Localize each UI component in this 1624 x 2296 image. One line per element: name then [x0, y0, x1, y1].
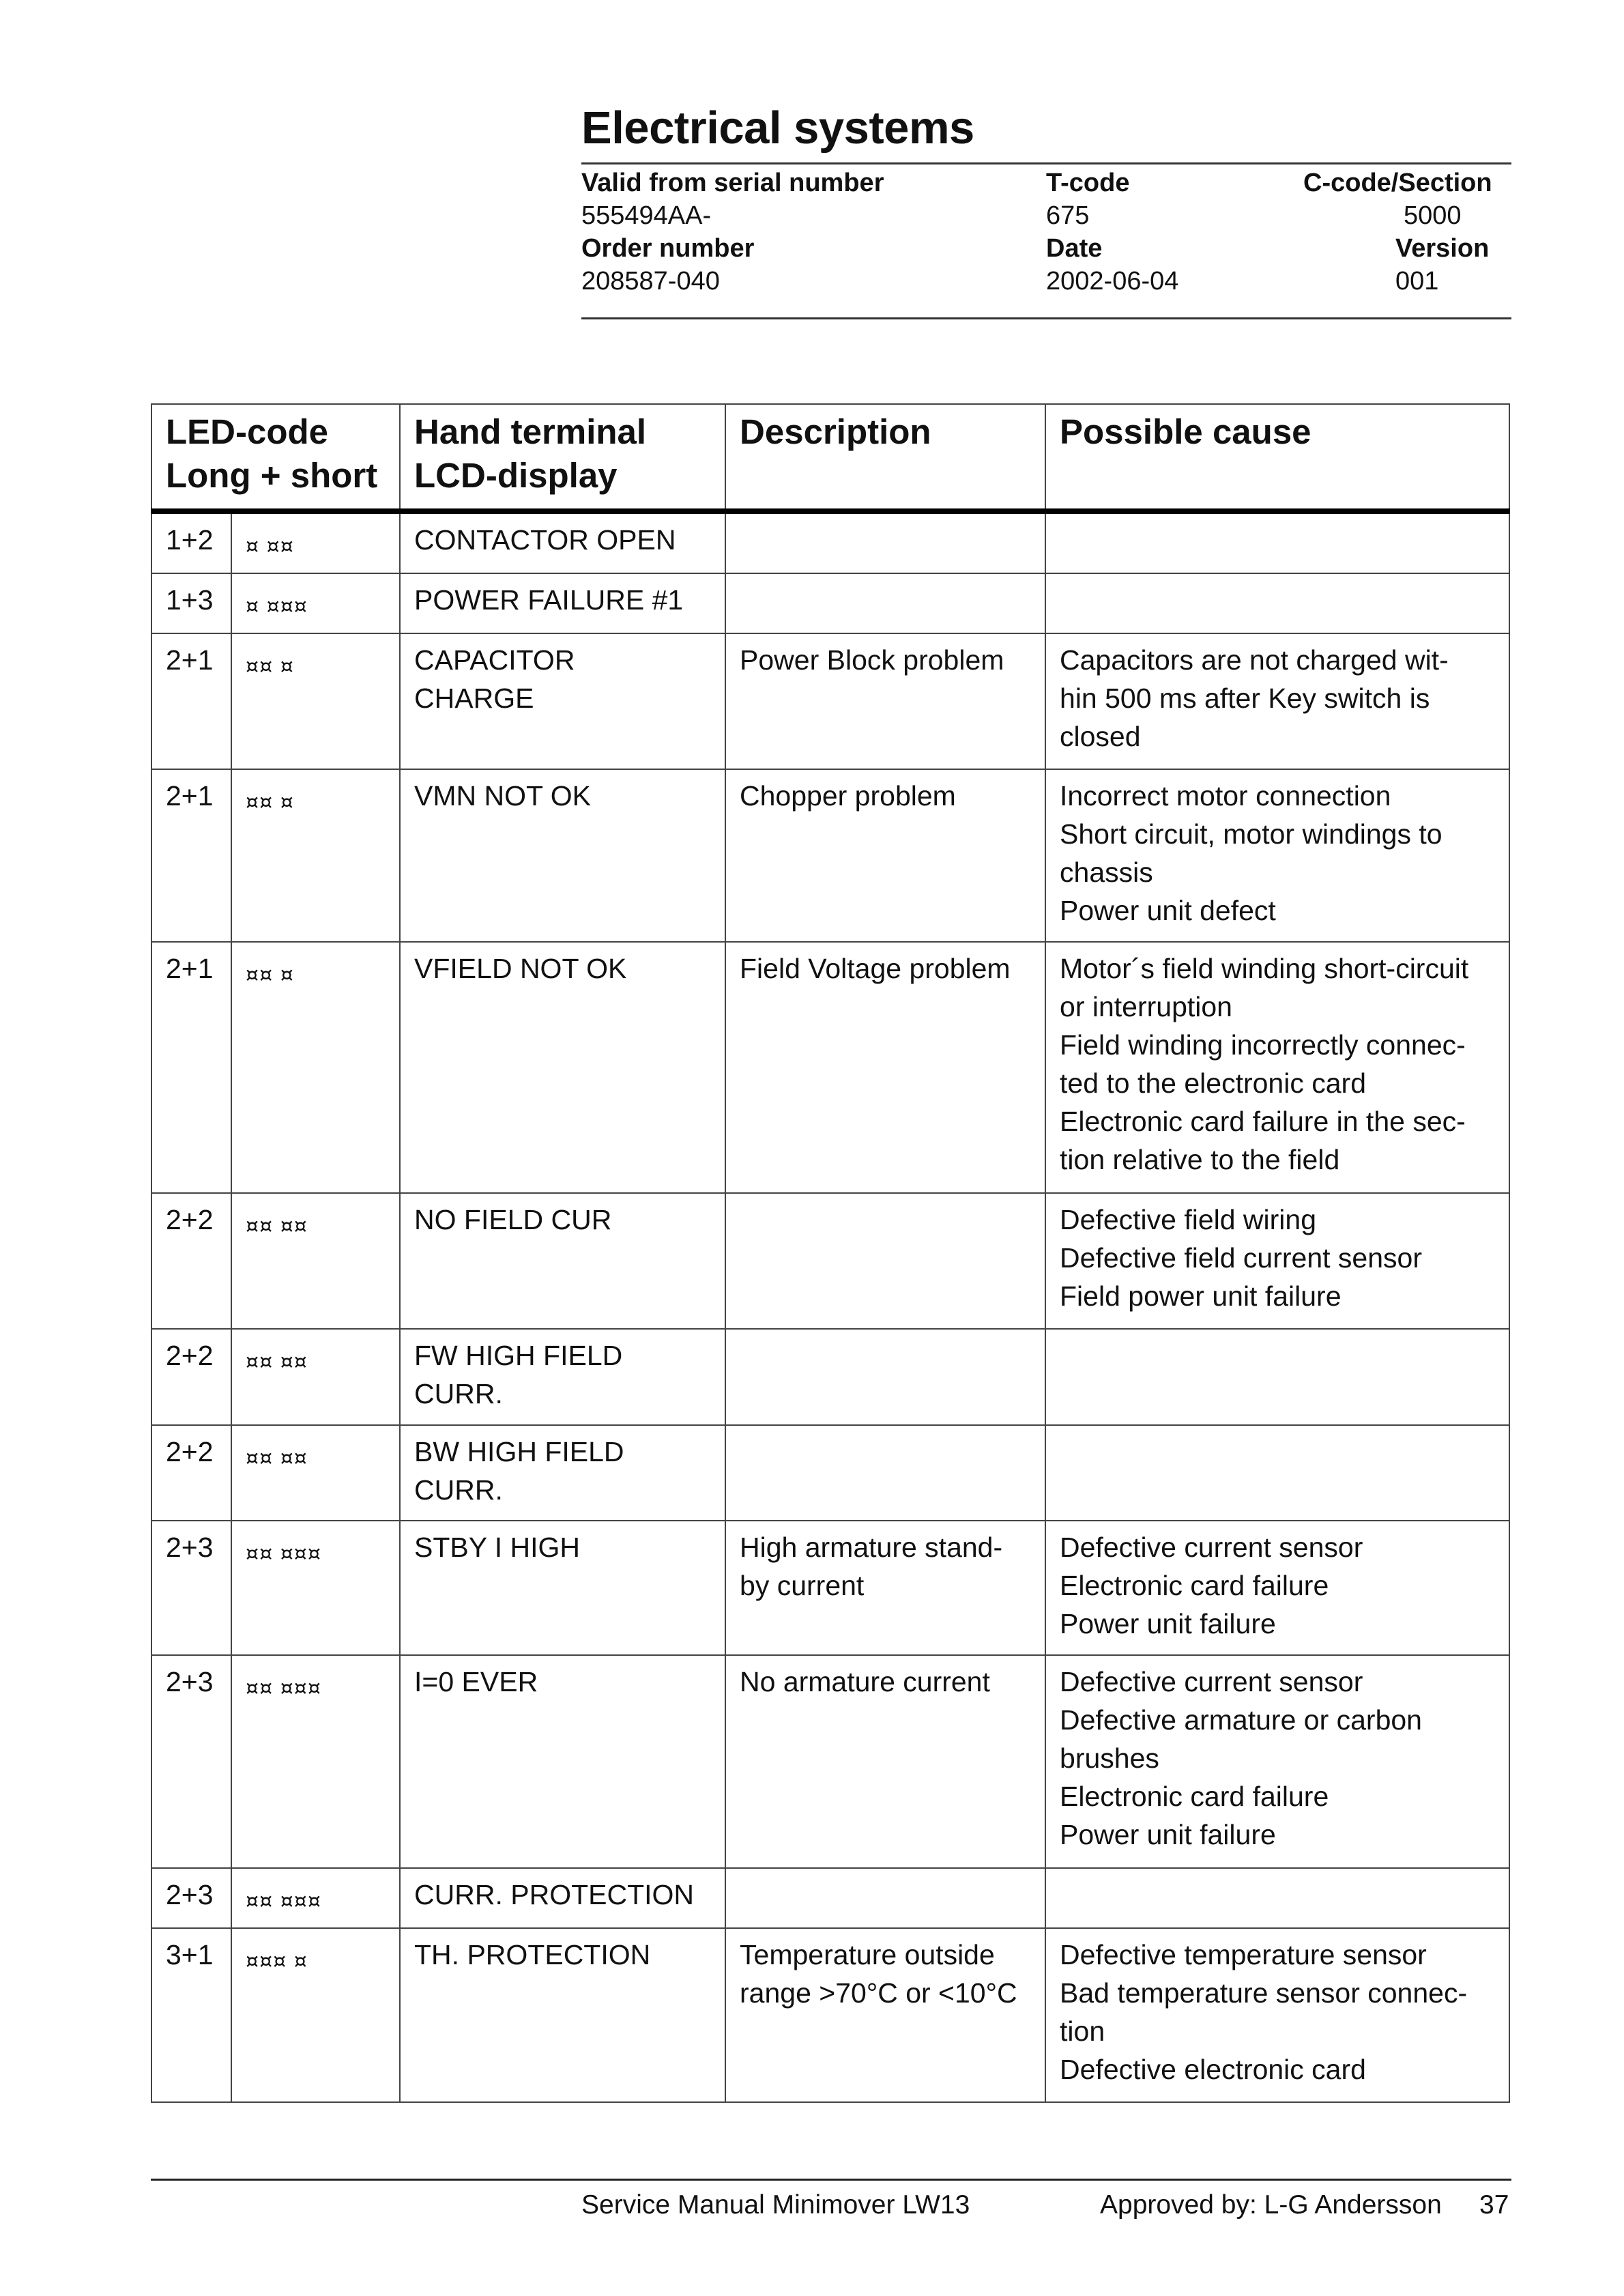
- lcd-display-cell-line: NO FIELD CUR: [414, 1204, 612, 1235]
- header-rule-bottom: [581, 317, 1511, 319]
- led-code-cell: 2+3: [151, 1655, 231, 1868]
- description-cell: [725, 1521, 1045, 1655]
- possible-cause-cell-line: Field power unit failure: [1060, 1280, 1342, 1312]
- lcd-header-line1: Hand terminal: [414, 412, 647, 451]
- led-blink-pattern-icon: ¤¤ ¤: [231, 633, 400, 769]
- description-cell: [725, 942, 1045, 1193]
- possible-cause-cell: [1045, 511, 1509, 573]
- led-blink-pattern-icon: ¤¤ ¤¤: [231, 1425, 400, 1521]
- ccode-label: C-code/Section: [1303, 169, 1492, 197]
- led-code-cell: 2+3: [151, 1868, 231, 1928]
- lcd-display-cell: [400, 1655, 725, 1868]
- lcd-display-cell: [400, 1868, 725, 1928]
- fault-table: [151, 403, 1510, 2103]
- description-cell: [725, 1928, 1045, 2102]
- led-blink-pattern-icon: ¤¤ ¤¤¤: [231, 1521, 400, 1655]
- led-blink-pattern-icon: ¤¤ ¤: [231, 769, 400, 942]
- possible-cause-cell-line: Defective armature or carbon: [1060, 1704, 1422, 1736]
- description-cell-line: Power Block problem: [740, 644, 1004, 676]
- possible-cause-cell-line: closed: [1060, 721, 1141, 752]
- lcd-display-cell-line: VMN NOT OK: [414, 780, 591, 812]
- lcd-display-cell: [400, 511, 725, 573]
- page-title: Electrical systems: [581, 102, 974, 154]
- led-code-header-line2: Long + short: [166, 456, 378, 495]
- ccode-value: 5000: [1404, 201, 1462, 230]
- lcd-display-cell: [400, 1928, 725, 2102]
- possible-cause-cell-line: tion: [1060, 2015, 1105, 2047]
- possible-cause-cell-line: Electronic card failure: [1060, 1781, 1329, 1812]
- description-cell: [725, 1425, 1045, 1521]
- possible-cause-cell: [1045, 1425, 1509, 1521]
- lcd-display-cell-line: FW HIGH FIELD: [414, 1340, 623, 1371]
- description-cell-line: No armature current: [740, 1666, 990, 1697]
- description-cell-line: Field Voltage problem: [740, 953, 1011, 984]
- tcode-label: T-code: [1046, 169, 1130, 197]
- possible-cause-cell-line: Defective current sensor: [1060, 1532, 1363, 1563]
- table-row: [151, 1928, 1509, 2102]
- led-code-header-line1: LED-code: [166, 412, 329, 451]
- possible-cause-cell-line: Capacitors are not charged wit-: [1060, 644, 1449, 676]
- possible-cause-cell-line: Defective current sensor: [1060, 1666, 1363, 1697]
- possible-cause-cell-line: or interruption: [1060, 991, 1232, 1022]
- table-header-row: [151, 404, 1509, 511]
- table-row: [151, 1329, 1509, 1425]
- column-header-lcd-display: [400, 404, 725, 511]
- led-blink-pattern-icon: ¤ ¤¤¤: [231, 573, 400, 633]
- lcd-display-cell-line: BW HIGH FIELD: [414, 1436, 624, 1467]
- table-body: [151, 511, 1509, 2102]
- lcd-display-cell-line: CHARGE: [414, 683, 534, 714]
- led-blink-pattern-icon: ¤ ¤¤: [231, 511, 400, 573]
- description-cell-line: Temperature outside: [740, 1939, 995, 1970]
- possible-cause-cell-line: Power unit defect: [1060, 895, 1276, 926]
- table-row: [151, 1868, 1509, 1928]
- table-row: [151, 1521, 1509, 1655]
- footer-page-number: 37: [1479, 2190, 1509, 2220]
- lcd-display-cell: [400, 769, 725, 942]
- lcd-display-cell-line: POWER FAILURE #1: [414, 584, 684, 616]
- description-cell: [725, 633, 1045, 769]
- possible-cause-cell-line: hin 500 ms after Key switch is: [1060, 683, 1430, 714]
- possible-cause-cell: [1045, 573, 1509, 633]
- lcd-display-cell-line: CURR. PROTECTION: [414, 1879, 695, 1910]
- date-label: Date: [1046, 234, 1103, 263]
- led-code-cell: 2+1: [151, 942, 231, 1193]
- lcd-display-cell: [400, 573, 725, 633]
- lcd-display-cell-line: TH. PROTECTION: [414, 1939, 651, 1970]
- possible-cause-cell-line: Power unit failure: [1060, 1819, 1276, 1850]
- possible-cause-cell-line: Motor´s field winding short-circuit: [1060, 953, 1469, 984]
- possible-cause-cell-line: Field winding incorrectly connec-: [1060, 1029, 1466, 1061]
- lcd-display-cell: [400, 1521, 725, 1655]
- description-cell: [725, 511, 1045, 573]
- led-code-cell: 2+2: [151, 1425, 231, 1521]
- possible-cause-cell-line: tion relative to the field: [1060, 1144, 1340, 1175]
- possible-cause-cell-line: Electronic card failure in the sec-: [1060, 1106, 1466, 1137]
- error-code-table: [151, 403, 1509, 2103]
- possible-cause-cell: [1045, 1928, 1509, 2102]
- description-cell: [725, 1655, 1045, 1868]
- led-blink-pattern-icon: ¤¤ ¤¤¤: [231, 1655, 400, 1868]
- possible-cause-cell-line: Incorrect motor connection: [1060, 780, 1391, 812]
- led-blink-pattern-icon: ¤¤ ¤¤¤: [231, 1868, 400, 1928]
- table-row: [151, 769, 1509, 942]
- led-code-cell: 2+3: [151, 1521, 231, 1655]
- possible-cause-cell-line: Power unit failure: [1060, 1608, 1276, 1639]
- possible-cause-cell-line: brushes: [1060, 1742, 1159, 1774]
- order-number-label: Order number: [581, 234, 755, 263]
- table-row: [151, 511, 1509, 573]
- description-cell: [725, 573, 1045, 633]
- lcd-display-cell: [400, 1193, 725, 1329]
- table-row: [151, 942, 1509, 1193]
- description-cell: [725, 1329, 1045, 1425]
- possible-cause-cell-line: Defective temperature sensor: [1060, 1939, 1427, 1970]
- lcd-display-cell: [400, 1329, 725, 1425]
- led-code-cell: 2+1: [151, 769, 231, 942]
- possible-cause-cell: [1045, 1193, 1509, 1329]
- footer-manual-title: Service Manual Minimover LW13: [581, 2190, 970, 2220]
- led-code-cell: 1+2: [151, 511, 231, 573]
- tcode-value: 675: [1046, 201, 1090, 230]
- led-blink-pattern-icon: ¤¤ ¤¤: [231, 1329, 400, 1425]
- lcd-display-cell-line: CURR.: [414, 1378, 503, 1409]
- possible-cause-cell-line: Short circuit, motor windings to: [1060, 818, 1442, 850]
- led-blink-pattern-icon: ¤¤ ¤¤: [231, 1193, 400, 1329]
- lcd-display-cell: [400, 633, 725, 769]
- lcd-display-cell-line: CURR.: [414, 1474, 503, 1506]
- lcd-display-cell: [400, 1425, 725, 1521]
- possible-cause-cell: [1045, 1868, 1509, 1928]
- column-header-description: Description: [725, 404, 1045, 511]
- footer-rule: [151, 2179, 1511, 2181]
- table-row: [151, 573, 1509, 633]
- possible-cause-cell-line: Defective field wiring: [1060, 1204, 1317, 1235]
- header-rule-top: [581, 162, 1511, 164]
- lcd-display-cell-line: CONTACTOR OPEN: [414, 524, 676, 556]
- lcd-display-cell-line: I=0 EVER: [414, 1666, 538, 1697]
- description-cell-line: range >70°C or <10°C: [740, 1977, 1017, 2009]
- led-code-cell: 1+3: [151, 573, 231, 633]
- led-code-cell: 3+1: [151, 1928, 231, 2102]
- lcd-display-cell-line: STBY I HIGH: [414, 1532, 581, 1563]
- led-code-cell: 2+2: [151, 1329, 231, 1425]
- possible-cause-cell: [1045, 942, 1509, 1193]
- description-cell-line: Chopper problem: [740, 780, 956, 812]
- lcd-display-cell-line: CAPACITOR: [414, 644, 575, 676]
- possible-cause-cell-line: Electronic card failure: [1060, 1570, 1329, 1601]
- order-number-value: 208587-040: [581, 267, 720, 296]
- description-cell: [725, 769, 1045, 942]
- description-cell-line: by current: [740, 1570, 865, 1601]
- valid-from-value: 555494AA-: [581, 201, 712, 230]
- description-cell-line: High armature stand-: [740, 1532, 1003, 1563]
- table-row: [151, 1193, 1509, 1329]
- column-header-possible-cause: Possible cause: [1045, 404, 1509, 511]
- description-cell: [725, 1868, 1045, 1928]
- led-code-cell: 2+2: [151, 1193, 231, 1329]
- description-cell: [725, 1193, 1045, 1329]
- led-blink-pattern-icon: ¤¤¤ ¤: [231, 1928, 400, 2102]
- column-header-led-code: [151, 404, 400, 511]
- version-label: Version: [1395, 234, 1490, 263]
- valid-from-label: Valid from serial number: [581, 169, 884, 197]
- lcd-display-cell-line: VFIELD NOT OK: [414, 953, 627, 984]
- footer-approved-by: Approved by: L-G Andersson: [1100, 2190, 1442, 2220]
- possible-cause-cell-line: Bad temperature sensor connec-: [1060, 1977, 1468, 2009]
- possible-cause-cell-line: chassis: [1060, 857, 1153, 888]
- possible-cause-cell: [1045, 1329, 1509, 1425]
- lcd-header-line2: LCD-display: [414, 456, 618, 495]
- possible-cause-cell-line: Defective electronic card: [1060, 2054, 1366, 2085]
- possible-cause-cell-line: Defective field current sensor: [1060, 1242, 1422, 1274]
- led-code-cell: 2+1: [151, 633, 231, 769]
- table-row: [151, 1425, 1509, 1521]
- version-value: 001: [1395, 267, 1439, 296]
- possible-cause-cell: [1045, 1521, 1509, 1655]
- lcd-display-cell: [400, 942, 725, 1193]
- possible-cause-cell: [1045, 633, 1509, 769]
- possible-cause-cell: [1045, 769, 1509, 942]
- table-row: [151, 1655, 1509, 1868]
- date-value: 2002-06-04: [1046, 267, 1179, 296]
- possible-cause-cell-line: ted to the electronic card: [1060, 1067, 1366, 1099]
- possible-cause-cell: [1045, 1655, 1509, 1868]
- table-row: [151, 633, 1509, 769]
- led-blink-pattern-icon: ¤¤ ¤: [231, 942, 400, 1193]
